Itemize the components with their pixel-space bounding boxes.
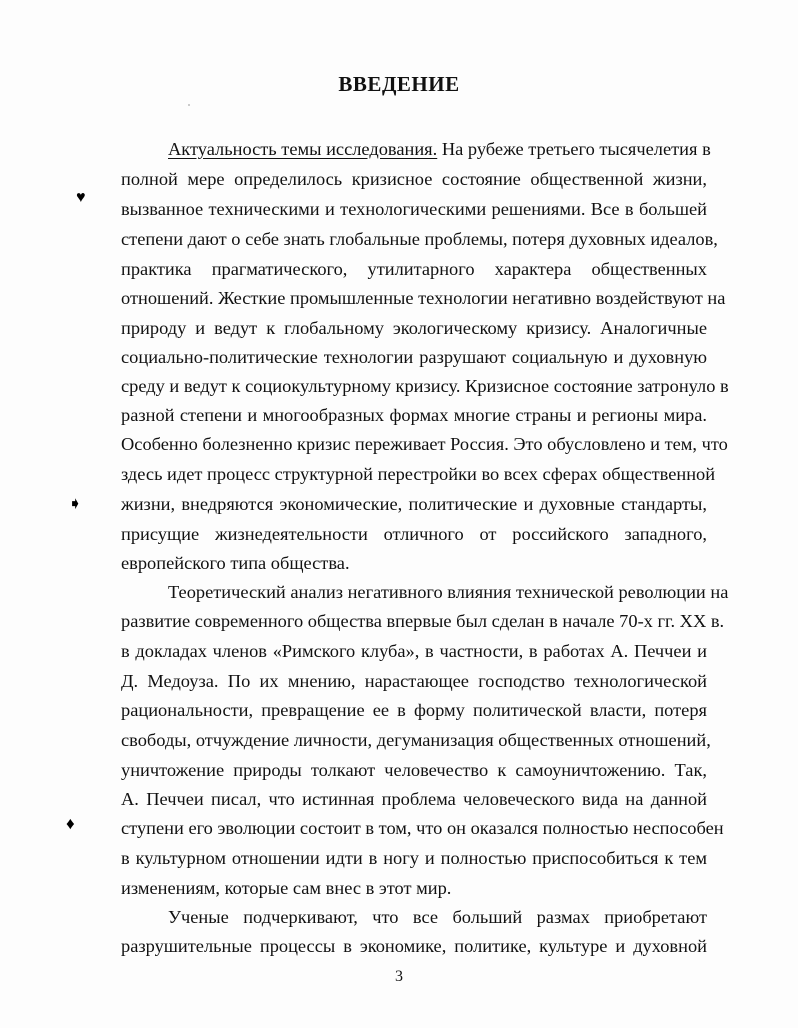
text-line-1 [168, 137, 711, 161]
text-line-14: присущие жизнедеятельности отличного от российского западного, [121, 524, 707, 544]
text-line-9: среду и ведут к социокультурному кризису. Кризисное состояние затронуло в [121, 376, 729, 396]
text-line-26: изменениям, которые сам внес в этот мир. [121, 878, 452, 898]
text-line-6: отношений. Жесткие промышленные технологии негативно воздействуют на [121, 288, 726, 308]
margin-heart-icon: ♥ [76, 189, 86, 206]
text-line-13: жизни, внедряются экономические, политические и духовные стандарты, [121, 494, 707, 514]
text-line-20: рациональности, превращение ее в форму политической власти, потеря [121, 700, 707, 720]
text-line-11: Особенно болезненно кризис переживает Россия. Это обусловлено и тем, что [121, 434, 728, 454]
scan-speck [188, 104, 190, 106]
text-line-5: практика прагматического, утилитарного характера общественных [121, 259, 707, 279]
text-line-21: свободы, отчуждение личности, дегуманизация общественных отношений, [121, 730, 711, 750]
text-line-23: А. Печчеи писал, что истинная проблема человеческого вида на данной [121, 789, 707, 809]
text-line-17: развитие современного общества впервые был сделан в начале 70-х гг. XX в. [121, 611, 725, 631]
text-line-25: в культурном отношении идти в ногу и полностью приспособиться к тем [121, 848, 707, 868]
text-line-15: европейского типа общества. [121, 553, 350, 573]
text-line-10: разной степени и многообразных формах многие страны и регионы мира. [121, 405, 707, 425]
text-line-3: вызванное техническими и технологическими решениями. Все в большей [121, 199, 707, 219]
text-line-7: природу и ведут к глобальному экологическому кризису. Аналогичные [121, 318, 707, 338]
text-line-8: социально-политические технологии разрушают социальную и духовную [121, 347, 707, 367]
text-line-16: Теоретический анализ негативного влияния технической революции на [168, 582, 729, 602]
margin-diamond-icon: ♦ [66, 814, 75, 833]
text-line-2: полной мере определилось кризисное состояние общественной жизни, [121, 169, 707, 189]
page-title: ВВЕДЕНИЕ [338, 72, 460, 96]
text-line-18: в докладах членов «Римского клуба», в частности, в работах А. Печчеи и [121, 641, 707, 661]
margin-arrow-icon: ➧ [68, 494, 83, 513]
text-line-24: ступени его эволюции состоит в том, что он оказался полностью неспособен [121, 818, 724, 838]
text-line-19: Д. Медоуза. По их мнению, нарастающее господство технологической [121, 671, 707, 691]
text-line-28: разрушительные процессы в экономике, политике, культуре и духовной [121, 936, 707, 956]
text-line-4: степени дают о себе знать глобальные проблемы, потеря духовных идеалов, [121, 229, 718, 249]
page-number: 3 [395, 968, 403, 985]
text-line-22: уничтожение природы толкают человечество к самоуничтожению. Так, [121, 760, 707, 780]
text-line-12: здесь идет процесс структурной перестройки во всех сферах общественной [121, 464, 716, 484]
text-line-1-rest: На рубеже третьего тысячелетия в [437, 139, 711, 159]
section-lead-underlined: Актуальность темы исследования. [168, 139, 438, 159]
text-line-27: Ученые подчеркивают, что все больший размах приобретают [168, 907, 707, 927]
